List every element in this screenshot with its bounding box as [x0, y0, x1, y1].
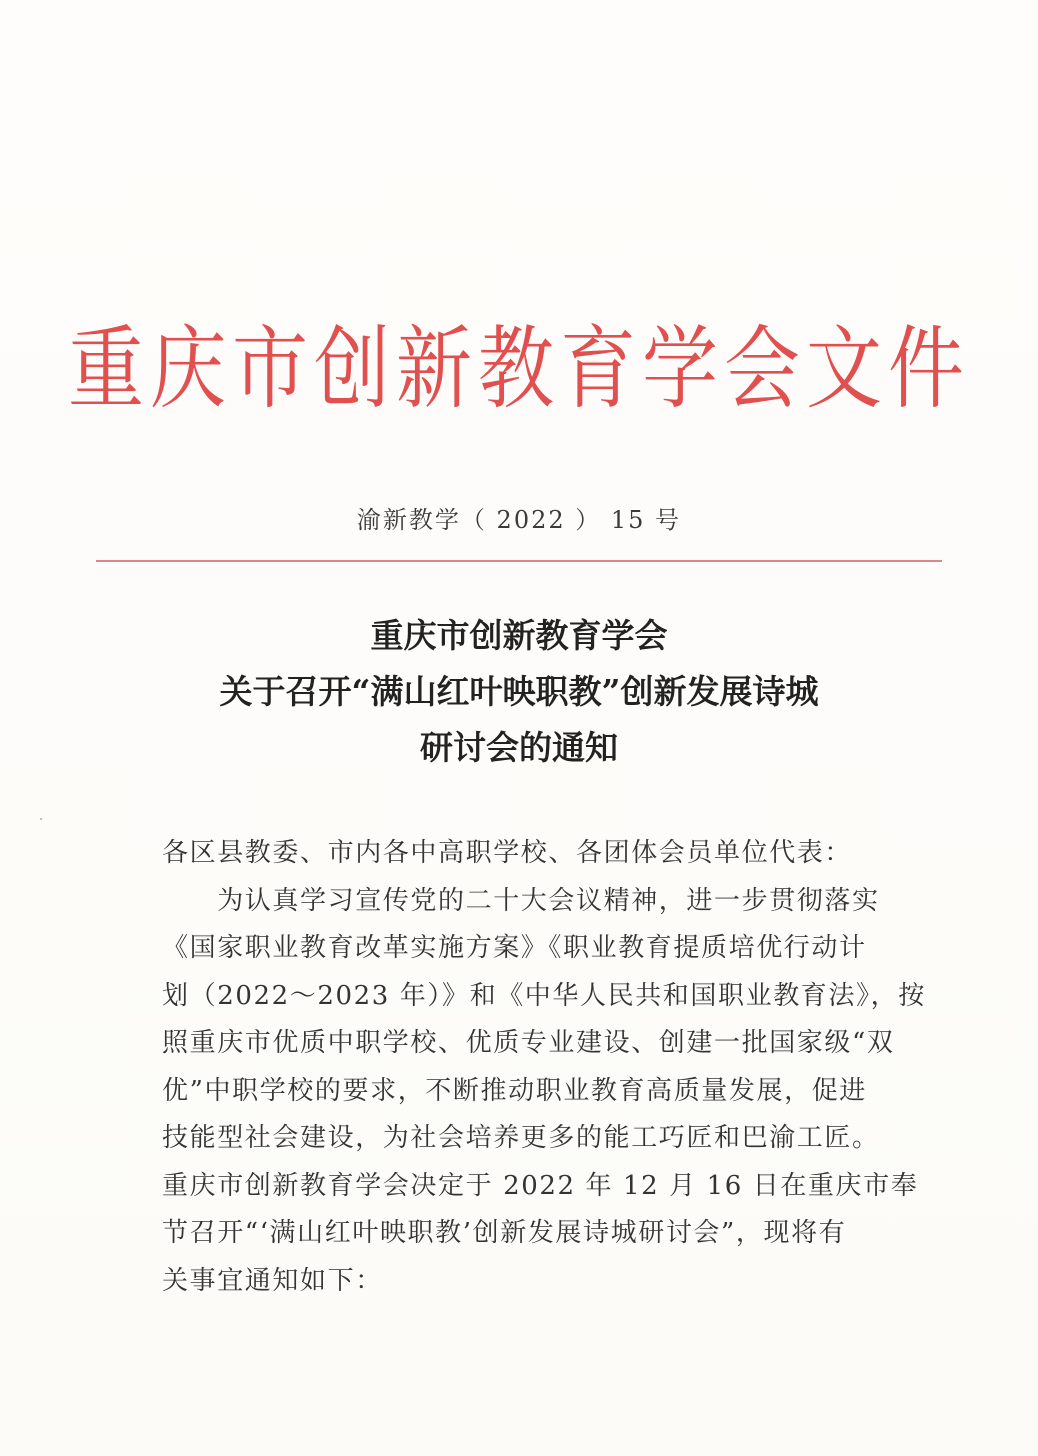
salutation: 各区县教委、市内各中高职学校、各团体会员单位代表：	[162, 838, 853, 868]
scan-speck	[40, 818, 42, 820]
title-line: 研讨会的通知	[420, 728, 618, 767]
body-line: 节召开“‘满山红叶映职教’创新发展诗城研讨会”，现将有	[162, 1218, 847, 1248]
notice-body	[162, 830, 926, 1305]
body-line: 重庆市创新教育学会决定于 2022 年 12 月 16 日在重庆市奉	[162, 1170, 919, 1201]
title-line: 关于召开“满山红叶映职教”创新发展诗城	[219, 672, 819, 711]
body-line: 《国家职业教育改革实施方案》《职业教育提质培优行动计	[162, 933, 867, 963]
title-line: 重庆市创新教育学会	[370, 616, 668, 655]
body-line: 关事宜通知如下：	[162, 1265, 383, 1296]
body-line: 照重庆市优质中职学校、优质专业建设、创建一批国家级“双	[162, 1028, 895, 1058]
body-line: 优”中职学校的要求，不断推动职业教育高质量发展，促进	[162, 1075, 867, 1106]
body-line: 技能型社会建设，为社会培养更多的能工巧匠和巴渝工匠。	[162, 1123, 880, 1153]
red-divider-line	[96, 560, 942, 562]
body-line: 为认真学习宣传党的二十大会议精神，进一步贯彻落实	[162, 885, 880, 916]
document-number: 渝新教学（ 2022 ） 15 号	[356, 506, 682, 534]
masthead-title: 重庆市创新教育学会文件	[68, 315, 970, 421]
notice-title	[0, 608, 1038, 776]
body-line: 划（2022～2023 年）》和《中华人民共和国职业教育法》，按	[162, 980, 926, 1011]
